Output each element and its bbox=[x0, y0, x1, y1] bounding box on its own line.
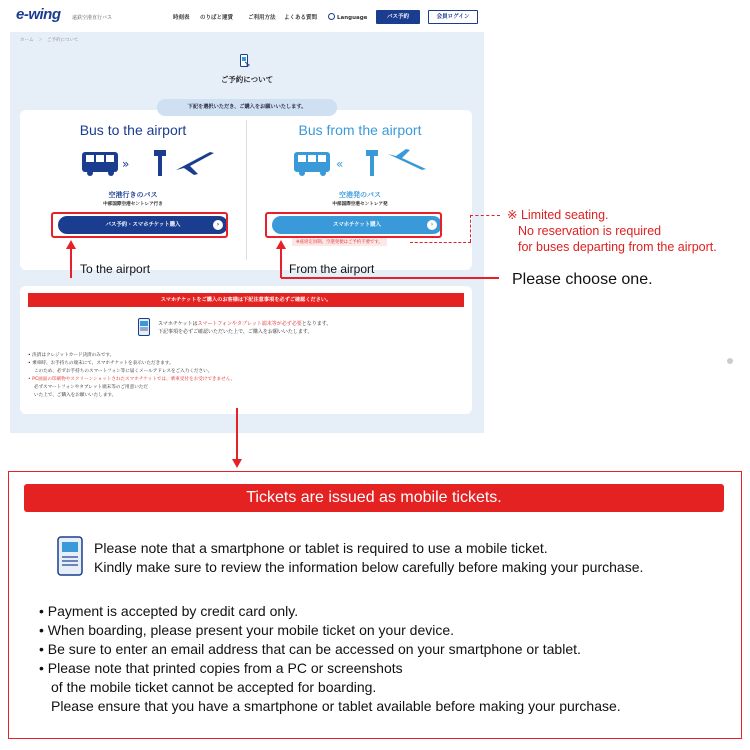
to-airport-buy-label: バス予約・スマホチケット購入 bbox=[105, 222, 181, 228]
logo-subtitle: 遠鉄空港直行バス bbox=[72, 15, 113, 21]
chevron-right-icon: › bbox=[427, 220, 437, 230]
translation-box bbox=[8, 471, 742, 739]
limited-note-dash-2 bbox=[470, 215, 471, 242]
to-airport-line bbox=[70, 248, 72, 278]
from-airport-buy-label: スマホチケット購入 bbox=[333, 222, 381, 228]
site-logo[interactable]: e-wing bbox=[16, 6, 61, 23]
nav-fares[interactable]: のりばと運賃 bbox=[200, 15, 234, 21]
bus-from-airport-illustration bbox=[292, 144, 432, 180]
globe-icon bbox=[328, 13, 335, 20]
nav-usage[interactable]: ご利用方法 bbox=[248, 15, 276, 21]
to-airport-jp: 空港行きのバス bbox=[108, 191, 158, 199]
limited-note-line-3: for buses departing from the airport. bbox=[518, 240, 717, 254]
limited-seating-note-jp: ※座席定員制。空港発便はご予約不要です。 bbox=[292, 238, 387, 246]
bus-to-airport-illustration bbox=[80, 144, 220, 180]
limited-note-line-2: No reservation is required bbox=[518, 224, 662, 238]
to-airport-label: To the airport bbox=[80, 262, 151, 276]
arrow-down-icon bbox=[232, 459, 242, 468]
route-choice-card bbox=[20, 110, 472, 270]
svg-text:»: » bbox=[122, 157, 130, 171]
notice-line-1 bbox=[158, 320, 331, 328]
translation-para-2: Kindly make sure to review the information below carefully before making your purchase. bbox=[94, 559, 644, 575]
notice-bullet-3c: いた上で、ご購入をお願いいたします。 bbox=[34, 393, 117, 398]
from-airport-title: Bus from the airport bbox=[298, 122, 422, 138]
mobile-ticket-notice bbox=[20, 286, 472, 414]
notice-line-1b: スマートフォンやタブレット端末等が必ず必要 bbox=[197, 321, 302, 327]
chevron-right-icon: › bbox=[213, 220, 223, 230]
to-airport-title: Bus to the airport bbox=[79, 122, 187, 138]
highlight-to-airport bbox=[51, 212, 228, 238]
decorative-dot bbox=[727, 358, 733, 364]
nav-language-label: Language bbox=[337, 15, 368, 21]
svg-text:«: « bbox=[336, 157, 344, 171]
highlight-from-airport bbox=[265, 212, 442, 238]
bus-reserve-button[interactable]: バス予約 bbox=[376, 10, 420, 24]
from-airport-line bbox=[280, 248, 282, 278]
from-airport-jp-sub: 中部国際空港セントレア発 bbox=[332, 202, 388, 207]
phone-ticket-icon bbox=[240, 54, 250, 68]
nav-timetable[interactable]: 時刻表 bbox=[173, 15, 190, 21]
nav-language[interactable] bbox=[328, 13, 367, 21]
smartphone-icon bbox=[57, 536, 83, 576]
notice-bullet-1: • 決済はクレジットカード決済のみです。 bbox=[28, 353, 115, 358]
notice-bullet-2b: このため、必ずお手持ちのスマートフォン等に届くメールアドレスをご入力ください。 bbox=[34, 369, 213, 374]
notice-line-1a: スマホチケットは bbox=[158, 321, 198, 327]
notice-banner: スマホチケットをご購入のお客様は下記注意事項を必ずご確認ください。 bbox=[28, 293, 464, 307]
translation-para-1: Please note that a smartphone or tablet is required to use a mobile ticket. bbox=[94, 540, 548, 556]
page-title: ご予約について bbox=[220, 75, 274, 84]
choose-one-label: Please choose one. bbox=[512, 271, 653, 288]
notice-bullet-2: • 乗車時、お手持ちの端末にて、スマホチケットを表示いただきます。 bbox=[28, 361, 174, 366]
from-airport-label: From the airport bbox=[289, 262, 375, 276]
notice-bullet-3b: 必ずスマートフォンやタブレット端末等のご用意いただ bbox=[34, 385, 148, 390]
limited-note-line-1: ※ Limited seating. bbox=[507, 208, 609, 222]
notice-line-2: 下記事項を必ずご確認いただいた上で、ご購入をお願いいたします。 bbox=[158, 329, 313, 335]
breadcrumb[interactable]: ホーム ＞ ご予約について bbox=[20, 38, 79, 43]
translation-bullet-4c: Please ensure that you have a smartphone or tablet available before making your purchase. bbox=[51, 698, 621, 714]
translation-bullet-3: • Be sure to enter an email address that can be accessed on your smartphone or tablet. bbox=[39, 641, 581, 657]
limited-note-dash-1 bbox=[470, 215, 500, 216]
to-airport-jp-sub: 中部国際空港セントレア行き bbox=[103, 202, 163, 207]
from-airport-jp: 空港発のバス bbox=[339, 191, 381, 199]
instruction-pill: 下記を選択いただき、ご購入をお願いいたします。 bbox=[157, 99, 337, 116]
translation-bullet-4: • Please note that printed copies from a PC or screenshots bbox=[39, 660, 403, 676]
notice-bullet-3: • PC画面の印刷物やスクリーンショットされたスマホチケットでは、乗車受付をお受けできません。 bbox=[28, 377, 236, 382]
limited-note-dash-3 bbox=[410, 242, 471, 243]
choose-connector-line bbox=[281, 277, 499, 279]
card-divider bbox=[246, 120, 247, 260]
down-connector-line bbox=[236, 408, 238, 460]
translation-bullet-1: • Payment is accepted by credit card only. bbox=[39, 603, 299, 619]
translation-banner: Tickets are issued as mobile tickets. bbox=[24, 484, 724, 512]
translation-bullet-4b: of the mobile ticket cannot be accepted for boarding. bbox=[51, 679, 377, 695]
nav-faq[interactable]: よくある質問 bbox=[284, 15, 318, 21]
translation-bullet-2: • When boarding, please present your mobile ticket on your device. bbox=[39, 622, 455, 638]
member-login-button[interactable]: 会員ログイン bbox=[428, 10, 478, 24]
notice-line-1c: となります。 bbox=[301, 321, 332, 327]
smartphone-icon bbox=[138, 318, 150, 336]
